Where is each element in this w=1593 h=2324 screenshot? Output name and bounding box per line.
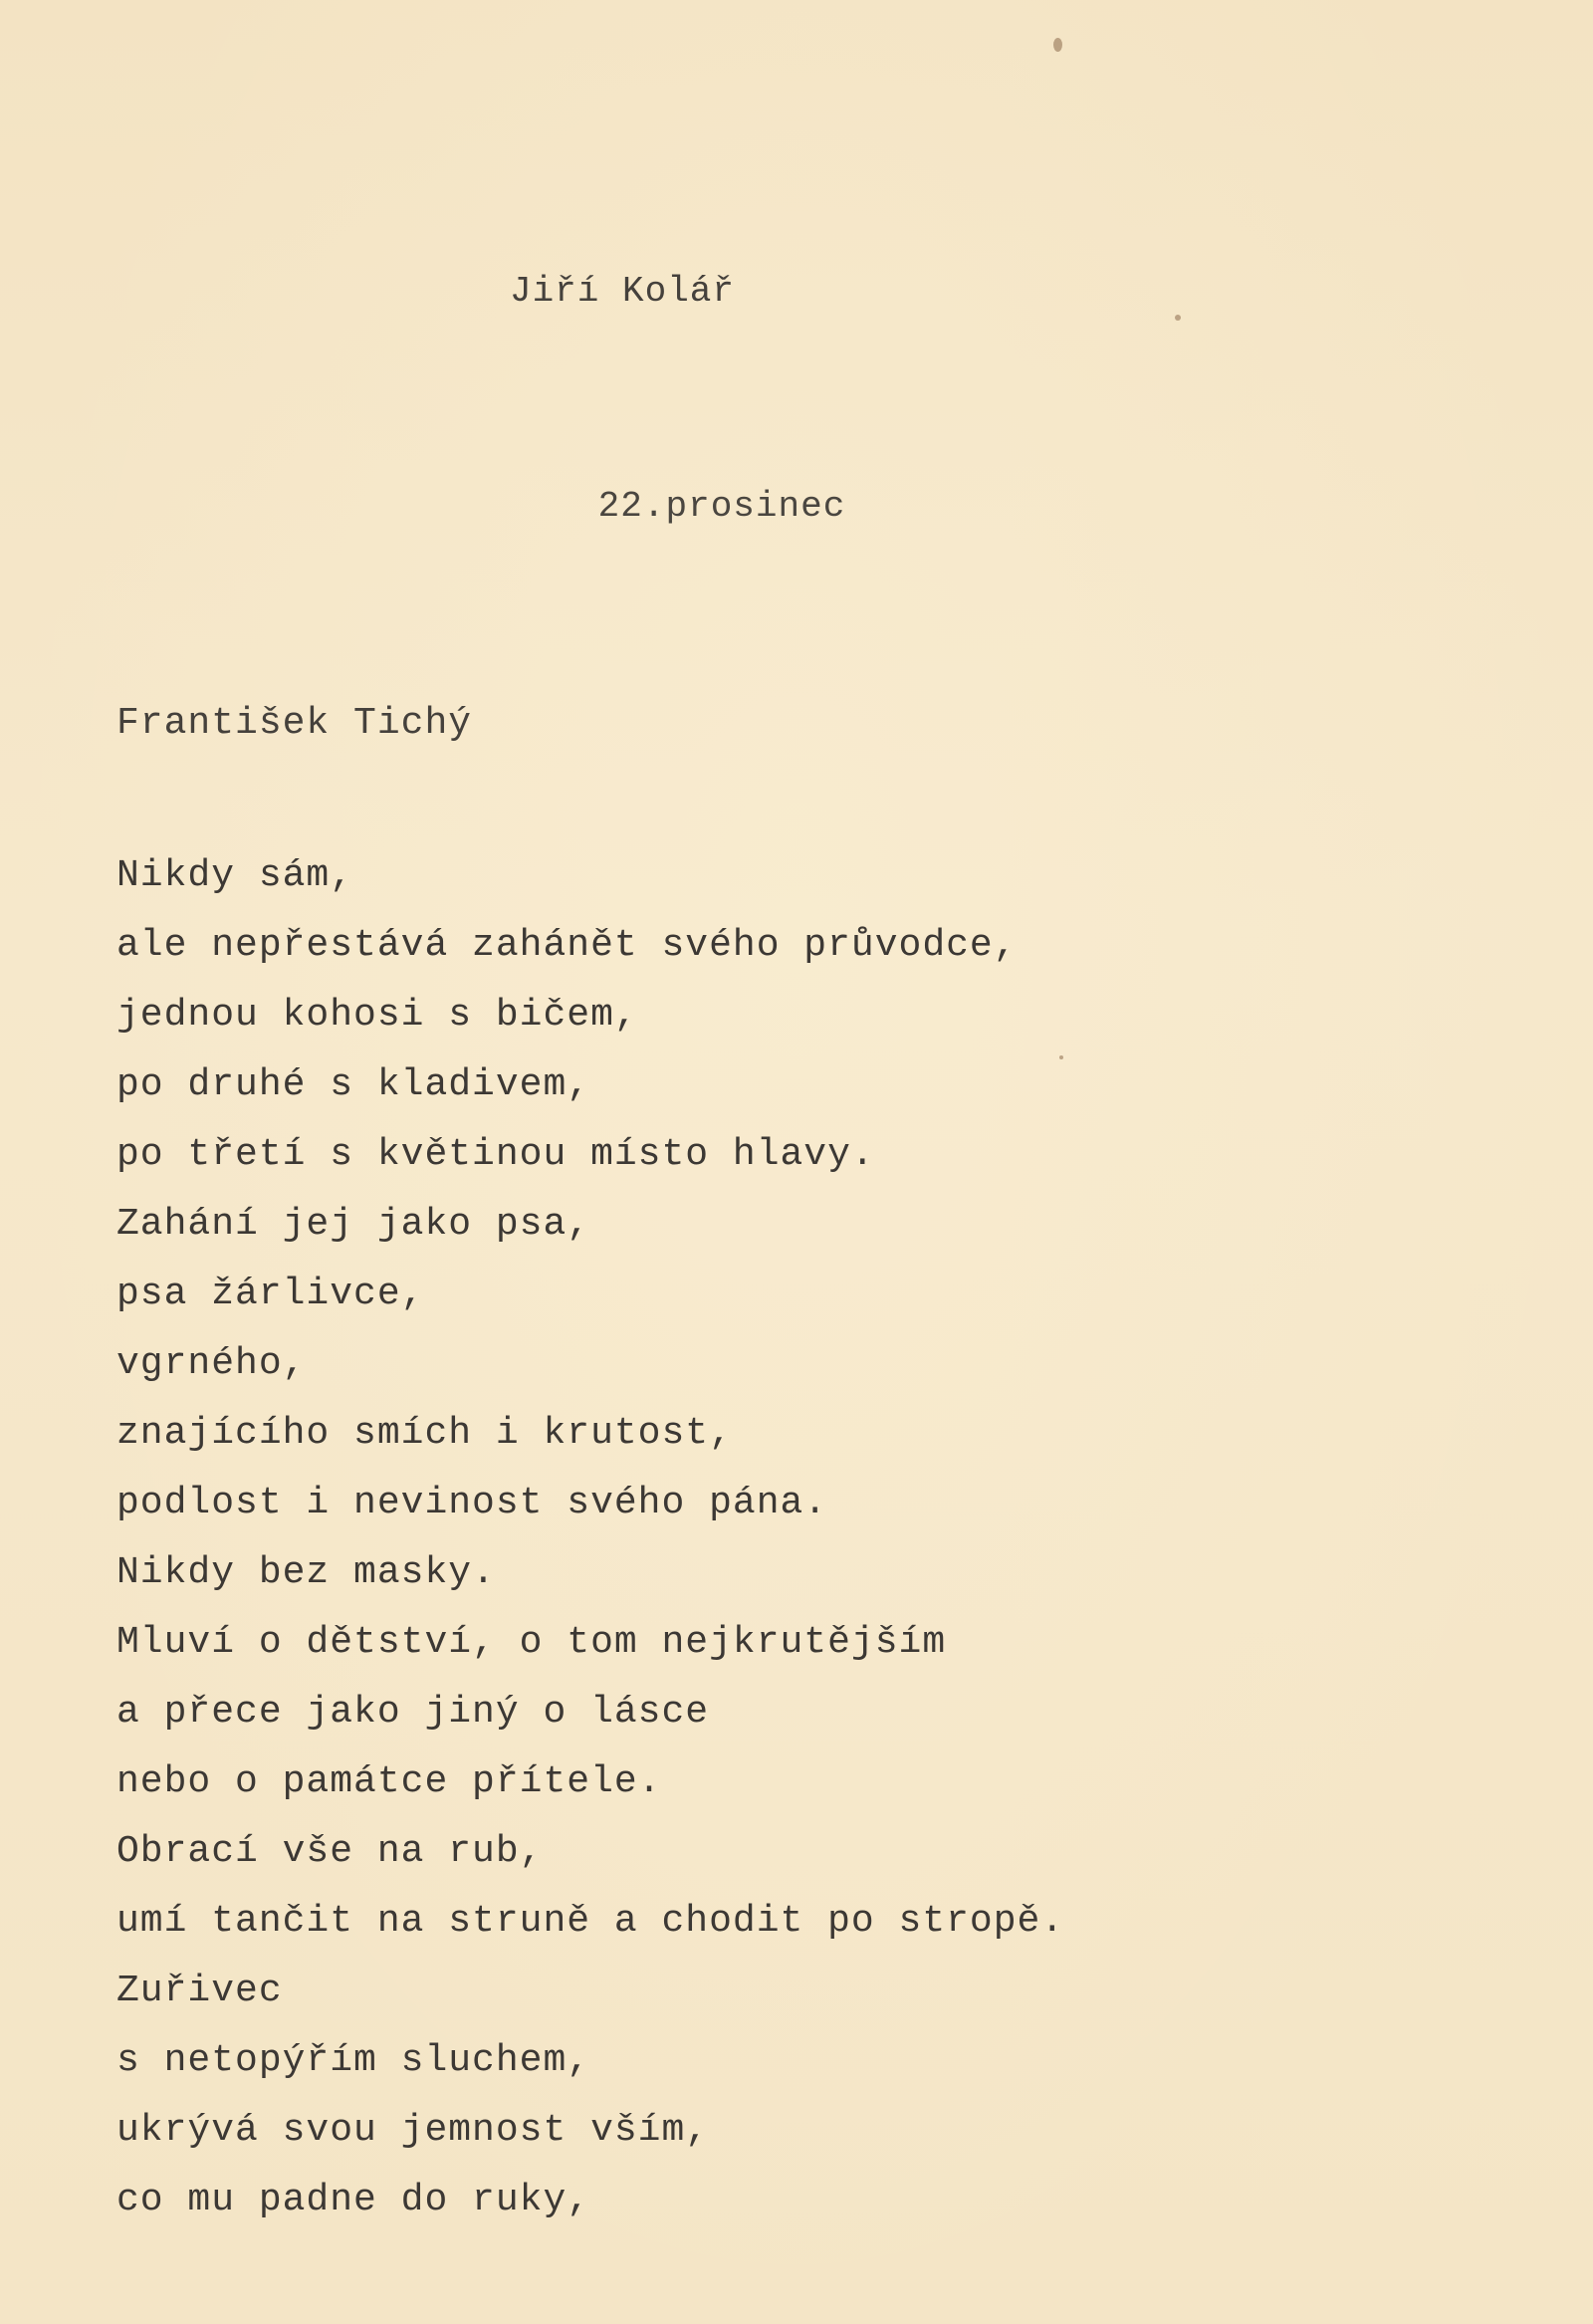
poem-line: Zuřivec: [116, 1970, 283, 2012]
poem-title: František Tichý: [116, 702, 473, 745]
poem-line: ale nepřestává zahánět svého průvodce,: [116, 924, 1018, 967]
poem-line: co mu padne do ruky,: [116, 2179, 591, 2221]
paper-speck: [1175, 315, 1181, 321]
poem-line: a přece jako jiný o lásce: [116, 1691, 710, 1734]
poem-line: vgrného,: [116, 1342, 307, 1385]
poem-line: ukrývá svou jemnost vším,: [116, 2109, 710, 2152]
poem-line: podlost i nevinost svého pána.: [116, 1482, 828, 1524]
poem-line: po druhé s kladivem,: [116, 1063, 591, 1106]
date-line: 22.prosinec: [597, 486, 846, 527]
poem-line: s netopýřím sluchem,: [116, 2039, 591, 2082]
poem-line: znajícího smích i krutost,: [116, 1412, 733, 1455]
paper-speck: [1053, 38, 1062, 52]
author-name: Jiří Kolář: [509, 271, 736, 312]
poem-line: Obrací vše na rub,: [116, 1830, 544, 1873]
poem-line: Zahání jej jako psa,: [116, 1203, 591, 1246]
poem-line: Nikdy bez masky.: [116, 1551, 496, 1594]
poem-line: Mluví o dětství, o tom nejkrutějším: [116, 1621, 947, 1664]
poem-line: jednou kohosi s bičem,: [116, 994, 638, 1037]
poem-line: umí tančit na struně a chodit po stropě.: [116, 1900, 1065, 1943]
poem-body: [116, 841, 1510, 2235]
poem-line: psa žárlivce,: [116, 1273, 425, 1315]
poem-line: Nikdy sám,: [116, 854, 354, 897]
poem-line: nebo o památce přítele.: [116, 1760, 662, 1803]
poem-line: po třetí s květinou místo hlavy.: [116, 1133, 875, 1176]
